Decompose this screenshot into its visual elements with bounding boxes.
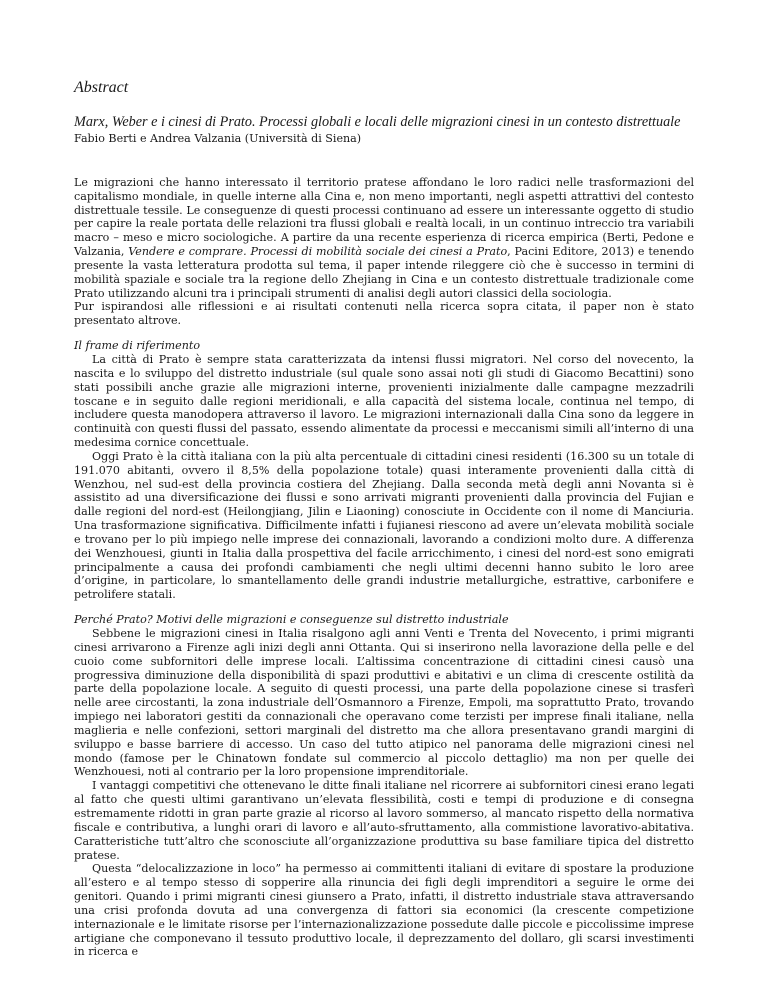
authors: Fabio Berti e Andrea Valzania (Università di Siena) — [74, 132, 362, 145]
intro-paragraph-1 — [74, 176, 694, 301]
paper-title: Marx, Weber e i cinesi di Prato. Processi globali e locali delle migrazioni cinesi in un contesto distrettuale — [74, 114, 681, 130]
section-heading: Perché Prato? Motivi delle migrazioni e conseguenze sul distretto industriale — [74, 613, 509, 627]
section-paragraph: Questa “delocalizzazione in loco” ha permesso ai committenti italiani di evitare di spostare la produzione all’estero e al tempo stesso di sopperire alla rinuncia dei figli degli imprenditori a seguire le orme dei genitori. Quando i primi migranti cinesi giunsero a Prato, infatti, il distretto industriale stava attraversando una crisi profonda dovuta ad una convergenza di fattori sia economici (la crescente competizione internazionale e le limitate risorse per l’internazionalizzazione possedute dalle piccole e piccolissime imprese artigiane che componevano il tessuto produttivo locale, il deprezzamento del dollaro, gli scarsi investimenti in ricerca e — [74, 862, 694, 959]
intro-paragraph-2: Pur ispirandosi alle riflessioni e ai risultati contenuti nella ricerca sopra citata, il paper non è stato presentato altrove. — [74, 300, 694, 328]
section-why-prato — [74, 613, 694, 959]
section-heading: Il frame di riferimento — [74, 339, 201, 353]
intro-section — [74, 176, 694, 328]
abstract-heading: Abstract — [74, 79, 129, 96]
document-page — [74, 78, 694, 959]
section-paragraph: I vantaggi competitivi che ottenevano le ditte finali italiane nel ricorrere ai subfornitori cinesi erano legati al fatto che questi ultimi garantivano un’elevata flessibilità, costi e tempi di produzione e di consegna estremamente ridotti in gran parte grazie al ricorso al lavoro sommerso, al mancato rispetto della normativa fiscale e contributiva, a lunghi orari di lavoro e all’auto-sfruttamento, alla commistione lavorativo-abitativa. Caratteristiche tutt’altro che sconosciute all’organizzazione produttiva su base familiare tipica del distretto pratese. — [74, 779, 694, 862]
book-title: Vendere e comprare. Processi di mobilità sociale dei cinesi a Prato — [128, 245, 508, 259]
section-frame — [74, 339, 694, 602]
intro-text-before: Le migrazioni che hanno interessato il territorio pratese affondano le loro radici nelle trasformazioni del capitalismo mondiale, in quelle interne alla Cina e, non meno importanti, negli aspetti attrattivi del contesto distrettuale tessile. Le conseguenze di questi processi continuano ad essere un interessante oggetto di studio per capire la reale portata delle relazioni tra flussi globali e realtà locali, in un continuo intreccio tra variabili macro – meso e micro sociologiche. A partire da una recente esperienza di ricerca empirica (Berti, Pedone e Valzania, — [74, 175, 694, 259]
section-paragraph: Sebbene le migrazioni cinesi in Italia risalgono agli anni Venti e Trenta del Novecento, i primi migranti cinesi arrivarono a Firenze agli inizi degli anni Ottanta. Qui si inserirono nella lavorazione della pelle e del cuoio come subfornitori delle imprese locali. L’altissima concentrazione di cittadini cinesi causò una progressiva diminuzione della disponibilità di spazi produttivi e abitativi e un clima di crescente ostilità da parte della popolazione locale. A seguito di questi processi, una parte della popolazione cinese si trasferì nelle aree circostanti, la zona industriale dell’Osmannoro a Firenze, Empoli, ma soprattutto Prato, trovando impiego nei laboratori gestiti da connazionali che operavano come terzisti per imprese finali italiane, nella maglieria e nelle confezioni, settori marginali del distretto ma che allora presentavano grandi margini di sviluppo e basse barriere di accesso. Un caso del tutto atipico nel panorama delle migrazioni cinesi nel mondo (famose per le Chinatown fondate sul commercio al piccolo dettaglio) ma non per quelle dei Wenzhouesi, noti al contrario per la loro propensione imprenditoriale. — [74, 627, 694, 779]
intro-text-after: , Pacini Editore, 2013) e tenendo presente la vasta letteratura prodotta sul tema, il paper intende rileggere ciò che è successo in termini di mobilità spaziale e sociale tra la regione dello Zhejiang in Cina e un contesto distrettuale tradizionale come Prato utilizzando alcuni tra i principali strumenti di analisi degli autori classici della sociologia. — [74, 245, 694, 300]
section-paragraph: La città di Prato è sempre stata caratterizzata da intensi flussi migratori. Nel corso del novecento, la nascita e lo sviluppo del distretto industriale (sul quale sono assai noti gli studi di Giacomo Becattini) sono stati possibili anche grazie alle migrazioni interne, provenienti inizialmente dalle campagne mezzadrili toscane e in seguito dalle regioni meridionali, e alla capacità del sistema locale, continua nel tempo, di includere questa manodopera attraverso il lavoro. Le migrazioni internazionali dalla Cina sono da leggere in continuità con questi flussi del passato, essendo alimentate da processi e meccanismi simili all’interno di una medesima cornice concettuale. — [74, 352, 694, 450]
section-paragraph: Oggi Prato è la città italiana con la più alta percentuale di cittadini cinesi residenti (16.300 su un totale di 191.070 abitanti, ovvero il 8,5% della popolazione totale) quasi interamente provenienti dalla città di Wenzhou, nel sud-est della provincia costiera del Zhejiang. Dalla seconda metà degli anni Novanta si è assistito ad una diversificazione dei flussi e sono arrivati migranti provenienti dalla provincia del Fujian e dalle regioni del nord-est (Heilongjiang, Jilin e Liaoning) conosciute in Occidente con il nome di Manciuria. Una trasformazione significativa. Difficilmente infatti i fujianesi riescono ad avere un’elevata mobilità sociale e trovano per lo più impiego nelle imprese dei connazionali, lavorando a condizioni molto dure. A differenza dei Wenzhouesi, giunti in Italia dalla prospettiva del facile arricchimento, i cinesi del nord-est sono emigrati principalmente a causa dei profondi cambiamenti che negli ultimi decenni hanno subito le loro aree d’origine, in particolare, lo smantellamento delle grandi industrie metallurgiche, estrattive, carbonifere e petrolifere statali. — [74, 449, 694, 602]
